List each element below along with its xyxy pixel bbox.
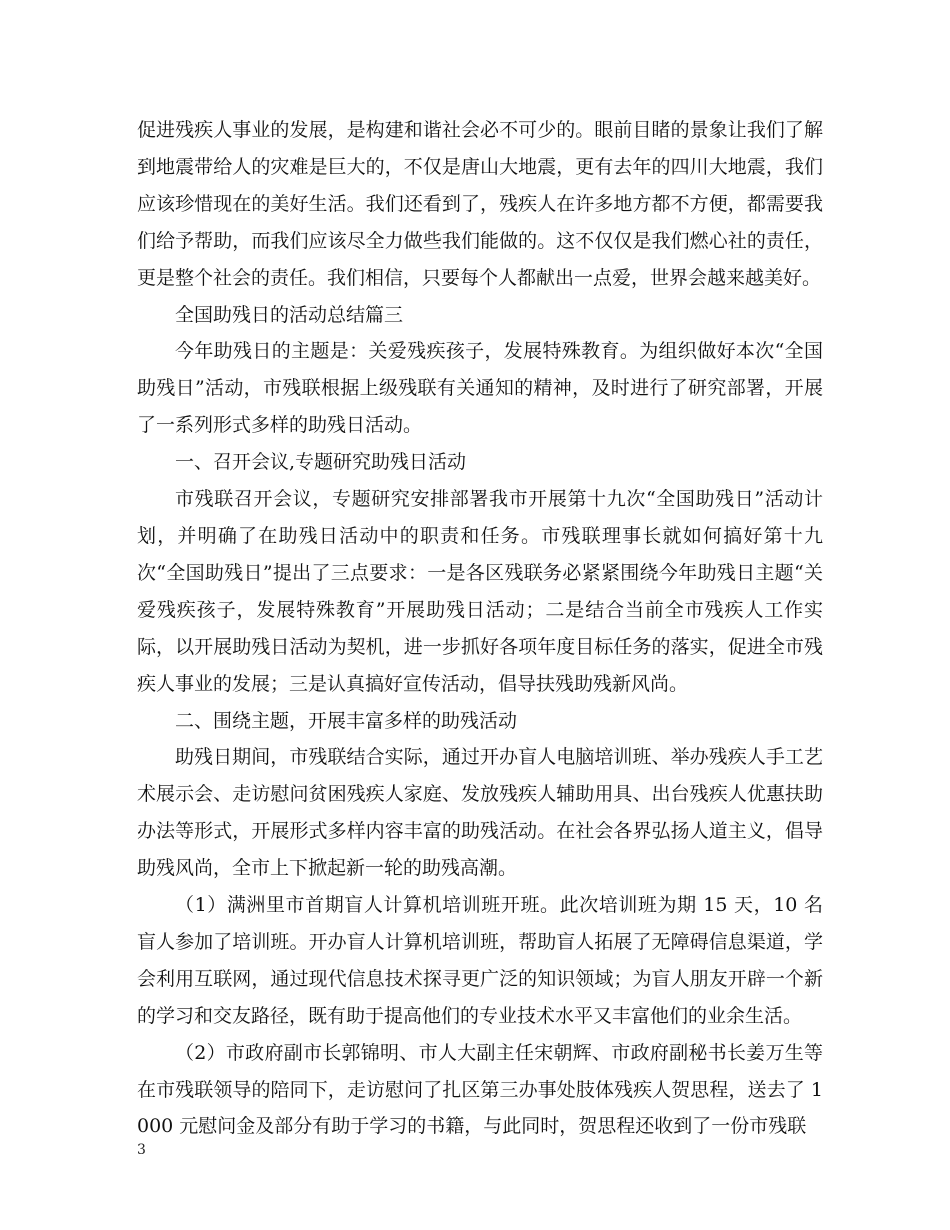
paragraph-activities: 助残日期间，市残联结合实际，通过开办盲人电脑培训班、举办残疾人手工艺术展示会、走访慰问贫困残疾人家庭、发放残疾人辅助用具、出台残疾人优惠扶助办法等形式，开展形式多样内容丰富的助残活动。在社会各界弘扬人道主义，倡导助残风尚，全市上下掀起新一轮的助残高潮。 [137, 746, 823, 880]
subheading-activities: 二、围绕主题，开展丰富多样的助残活动 [175, 709, 518, 732]
subheading-meeting: 一、召开会议,专题研究助残日活动 [175, 451, 467, 474]
section-heading-part-three: 全国助残日的活动总结篇三 [175, 303, 404, 326]
document-body [137, 112, 823, 1145]
paragraph-item-2: （2）市政府副市长郭锦明、市人大副主任宋朝辉、市政府副秘书长姜万生等在市残联领导的陪同下，走访慰问了扎区第三办事处肢体残疾人贺思程，送去了 1000 元慰问金及部分有助于学习的书籍，与此同时，贺思程还收到了一份市残联 [137, 1041, 823, 1138]
paragraph-intro-continuation: 促进残疾人事业的发展，是构建和谐社会必不可少的。眼前目睹的景象让我们了解到地震带给人的灾难是巨大的，不仅是唐山大地震，更有去年的四川大地震，我们应该珍惜现在的美好生活。我们还看到了，残疾人在许多地方都不方便，都需要我们给予帮助，而我们应该尽全力做些我们能做的。这不仅仅是我们燃心社的责任，更是整个社会的责任。我们相信，只要每个人都献出一点爱，世界会越来越美好。 [137, 119, 823, 289]
paragraph-meeting: 市残联召开会议，专题研究安排部署我市开展第十九次“全国助残日”活动计划，并明确了在助残日活动中的职责和任务。市残联理事长就如何搞好第十九次“全国助残日”提出了三点要求：一是各区残联务必紧紧围绕今年助残日主题“关爱残疾孩子，发展特殊教育”开展助残日活动；二是结合当前全市残疾人工作实际，以开展助残日活动为契机，进一步抓好各项年度目标任务的落实，促进全市残疾人事业的发展；三是认真搞好宣传活动，倡导扶残助残新风尚。 [137, 488, 823, 695]
paragraph-theme: 今年助残日的主题是：关爱残疾孩子，发展特殊教育。为组织做好本次“全国助残日”活动，市残联根据上级残联有关通知的精神，及时进行了研究部署，开展了一系列形式多样的助残日活动。 [137, 340, 823, 437]
paragraph-item-1: （1）满洲里市首期盲人计算机培训班开班。此次培训班为期 15 天，10 名盲人参加了培训班。开办盲人计算机培训班，帮助盲人拓展了无障碍信息渠道，学会利用互联网，通过现代信息技术探寻更广泛的知识领域；为盲人朋友开辟一个新的学习和交友路径，既有助于提高他们的专业技术水平又丰富他们的业余生活。 [137, 894, 823, 1027]
page-number: 3 [137, 1142, 146, 1158]
